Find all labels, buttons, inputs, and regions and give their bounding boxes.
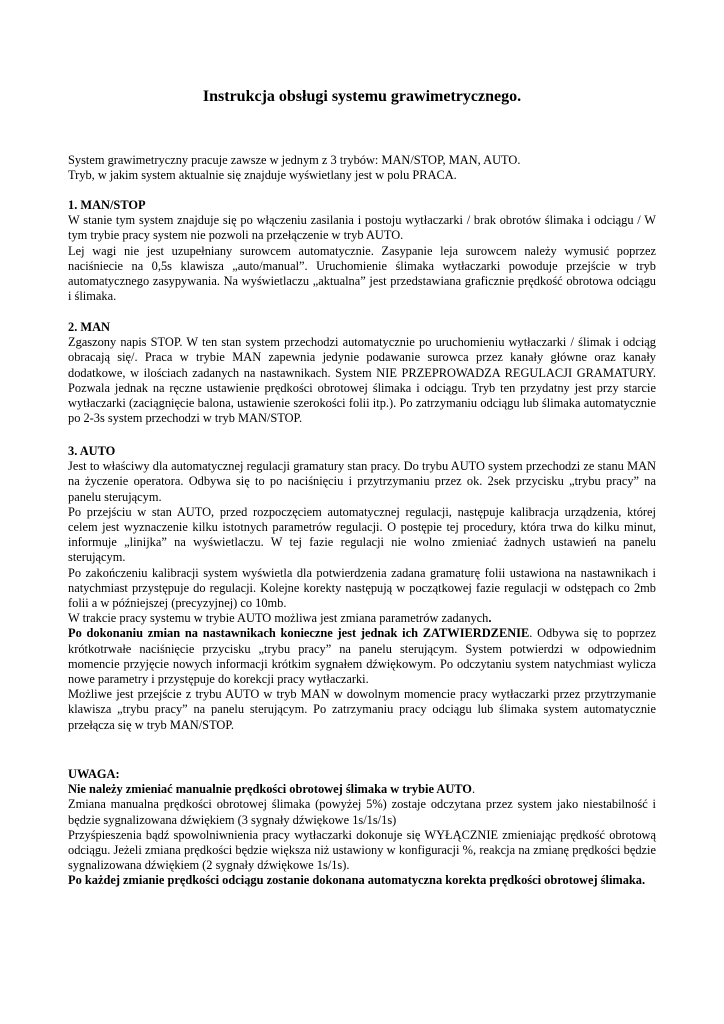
paragraph: Zgaszony napis STOP. W ten stan system przechodzi automatycznie po uruchomieniu wytłaczarki / ślimak i odciąg obracają się/. Praca w trybie MAN zapewnia jedynie podawanie surowca przez kanały główne oraz kanały dodatkowe, w ilościach zadanych na nastawnikach. System NIE PRZEPROWADZA REGULACJI GRAMATURY. Pozwala jednak na ręczne ustawienie prędkości obrotowej ślimaka i odciągu. Tryb ten przydatny jest przy starcie wytłaczarki (zaciągnięcie balona, ustawienie szerokości folii itp.). Po zatrzymaniu odciągu lub ślimaka automatycznie po 2-3s system przechodzi w tryb MAN/STOP. <box>68 335 656 426</box>
paragraph-bold: Po każdej zmianie prędkości odciągu zostanie dokonana automatyczna korekta prędkości obrotowej ślimaka. <box>68 873 646 888</box>
bold-text: Po dokonaniu zmian na nastawnikach konieczne jest jednak ich ZATWIERDZENIE <box>68 626 530 641</box>
section-heading: 2. MAN <box>68 320 110 334</box>
section-man-stop <box>68 198 656 304</box>
paragraph <box>68 782 656 797</box>
paragraph-text: . Odbywa się to poprzez krótkotrwałe naciśnięcie przycisku „trybu pracy” na panelu sterującym. System potwierdzi w odpowiednim momencie przyjęcie nowych informacji krótkim sygnałem dźwiękowym. Po odczytaniu system natychmiast wylicza nowe parametry i przystępuje do korekcji pracy wytłaczarki. <box>68 626 656 687</box>
paragraph: Jest to właściwy dla automatycznej regulacji gramatury stan pracy. Do trybu AUTO system przechodzi ze stanu MAN na życzenie operatora. Odbywa się to po naciśnięciu i przytrzymaniu przez ok. 2sek przycisku „trybu pracy” na panelu sterującym. <box>68 459 656 504</box>
page-title: Instrukcja obsługi systemu grawimetrycznego. <box>202 88 522 105</box>
section-auto <box>68 444 656 733</box>
section-heading: 1. MAN/STOP <box>68 198 146 212</box>
intro-section <box>68 153 656 183</box>
bold-dot: . <box>488 611 492 626</box>
paragraph <box>68 626 656 687</box>
bold-text: Nie należy zmieniać manualnie prędkości obrotowej ślimaka w trybie AUTO <box>68 782 472 797</box>
paragraph: Zmiana manualna prędkości obrotowej ślimaka (powyżej 5%) zostaje odczytana przez system jako niestabilność i będzie sygnalizowana dźwiękiem (3 sygnały dźwiękowe 1s/1s/1s) <box>68 797 656 827</box>
paragraph <box>68 611 656 626</box>
section-man <box>68 320 656 426</box>
section-heading: UWAGA: <box>68 767 120 781</box>
paragraph: Po przejściu w stan AUTO, przed rozpoczęciem automatycznej regulacji, następuje kalibracja urządzenia, której celem jest wyznaczenie kilku istotnych parametrów regulacji. O postępie tej procedury, która trwa do kilku minut, informuje „linijka” na wyświetlaczu. W tej fazie regulacji nie wolno zmieniać żadnych ustawień na panelu sterującym. <box>68 504 656 565</box>
intro-line: Tryb, w jakim system aktualnie się znajduje wyświetlany jest w polu PRACA. <box>68 168 457 183</box>
paragraph: W stanie tym system znajduje się po włączeniu zasilania i postoju wytłaczarki / brak obrotów ślimaka i odciągu / W tym trybie pracy system nie pozwoli na przełączenie w tryb AUTO. <box>68 213 656 243</box>
paragraph: Lej wagi nie jest uzupełniany surowcem automatycznie. Zasypanie leja surowcem należy wymusić poprzez naciśniecie na 0,5s klawisza „auto/manual”. Uruchomienie ślimaka wytłaczarki powoduje przejście w tryb automatycznego zasypywania. Na wyświetlaczu „aktualna” jest przedstawiana graficznie prędkość obrotowa odciągu i ślimaka. <box>68 243 656 304</box>
paragraph-text: . <box>471 782 476 797</box>
section-uwaga <box>68 767 656 889</box>
paragraph: Po zakończeniu kalibracji system wyświetla dla potwierdzenia zadana gramaturę folii ustawiona na nastawnikach i natychmiast przystępuje do regulacji. Kolejne korekty następują w początkowej fazie regulacji w odstępach co 2mb folii a w późniejszej (precyzyjnej) co 10mb. <box>68 565 656 611</box>
paragraph: Możliwe jest przejście z trybu AUTO w tryb MAN w dowolnym momencie pracy wytłaczarki przez przytrzymanie klawisza „trybu pracy” na panelu sterującym. Po zatrzymaniu pracy odciągu lub ślimaka system automatycznie przełącza się w tryb MAN/STOP. <box>68 687 656 732</box>
paragraph: Przyśpieszenia bądź spowolniwnienia pracy wytłaczarki dokonuje się WYŁĄCZNIE zmieniając prędkość obrotową odciągu. Jeżeli zmiana prędkości będzie większa niż ustawiony w konfiguracji %, reakcja na zmianę prędkości będzie sygnalizowana dźwiękiem (2 sygnały dźwiękowe 1s/1s). <box>68 827 656 873</box>
intro-line: System grawimetryczny pracuje zawsze w jednym z 3 trybów: MAN/STOP, MAN, AUTO. <box>68 153 521 167</box>
section-heading: 3. AUTO <box>68 444 116 458</box>
paragraph-text: W trakcie pracy systemu w trybie AUTO możliwa jest zmiana parametrów zadanych <box>68 611 489 626</box>
